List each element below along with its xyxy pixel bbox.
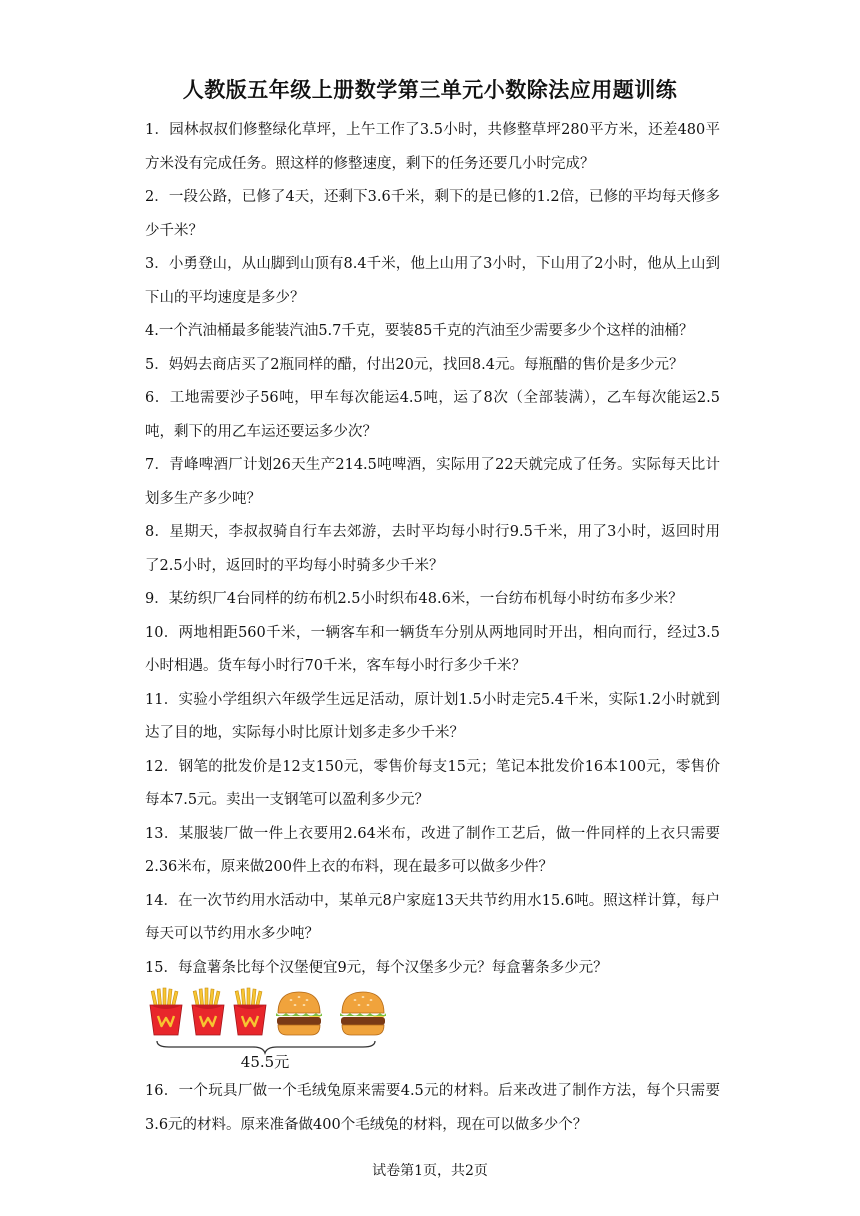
question-12: 12．钢笔的批发价是12支150元，零售价每支15元；笔记本批发价16本100元，零售价每本7.5元。卖出一支钢笔可以盈利多少元？ [145,758,720,808]
question-6: 6．工地需要沙子56吨，甲车每次能运4.5吨，运了8次（全部装满），乙车每次能运2.5吨，剩下的用乙车运还要运多少次？ [145,390,720,440]
page-title: 人教版五年级上册数学第三单元小数除法应用题训练 [182,77,678,102]
question-2: 2．一段公路，已修了4天，还剩下3.6千米，剩下的是已修的1.2倍，已修的平均每天修多少千米？ [145,189,720,239]
page-footer: 试卷第1页，共2页 [372,1163,488,1179]
question-15-figure [145,985,405,1071]
total-brace [157,1041,375,1053]
question-15: 15．每盒薯条比每个汉堡便宜9元，每个汉堡多少元？每盒薯条多少元？ [145,959,608,976]
total-price-label: 45.5元 [240,1053,290,1071]
hamburger-icon [276,992,322,1035]
fries-icon [150,988,182,1035]
question-4: 4.一个汽油桶最多能装汽油5.7千克，要装85千克的汽油至少需要多少个这样的油桶？ [145,323,694,339]
fries-icon [234,988,266,1035]
question-3: 3．小勇登山，从山脚到山顶有8.4千米，他上山用了3小时，下山用了2小时，他从上山到下山的平均速度是多少？ [145,256,720,306]
fries-hamburger-illustration [145,985,405,1071]
hamburger-icon [340,992,386,1035]
question-14: 14．在一次节约用水活动中，某单元8户家庭13天共节约用水15.6吨。照这样计算，每户每天可以节约用水多少吨？ [145,892,720,942]
question-9: 9．某纺织厂4台同样的纺布机2.5小时织布48.6米，一台纺布机每小时纺布多少米？ [145,591,683,607]
question-13: 13．某服装厂做一件上衣要用2.64米布，改进了制作工艺后，做一件同样的上衣只需要2.36米布，原来做200件上衣的布料，现在最多可以做多少件？ [145,825,720,875]
question-16: 16．一个玩具厂做一个毛绒兔原来需要4.5元的材料。后来改进了制作方法，每个只需要3.6元的材料。原来准备做400个毛绒兔的材料，现在可以做多少个？ [145,1083,720,1133]
question-8: 8．星期天，李叔叔骑自行车去郊游，去时平均每小时行9.5千米，用了3小时，返回时用了2.5小时，返回时的平均每小时骑多少千米？ [145,524,720,574]
question-5: 5．妈妈去商店买了2瓶同样的醋，付出20元，找回8.4元。每瓶醋的售价是多少元？ [145,356,684,373]
fries-icon [192,988,224,1035]
question-1: 1．园林叔叔们修整绿化草坪，上午工作了3.5小时，共修整草坪280平方米，还差480平方米没有完成任务。照这样的修整速度，剩下的任务还要几小时完成？ [145,122,720,172]
question-7: 7．青峰啤酒厂计划26天生产214.5吨啤酒，实际用了22天就完成了任务。实际每天比计划多生产多少吨？ [145,457,720,507]
question-10: 10．两地相距560千米，一辆客车和一辆货车分别从两地同时开出，相向而行，经过3.5小时相遇。货车每小时行70千米，客车每小时行多少千米？ [145,624,720,674]
question-list [145,114,720,1142]
question-11: 11．实验小学组织六年级学生远足活动，原计划1.5小时走完5.4千米，实际1.2小时就到达了目的地，实际每小时比原计划多走多少千米？ [145,691,720,741]
